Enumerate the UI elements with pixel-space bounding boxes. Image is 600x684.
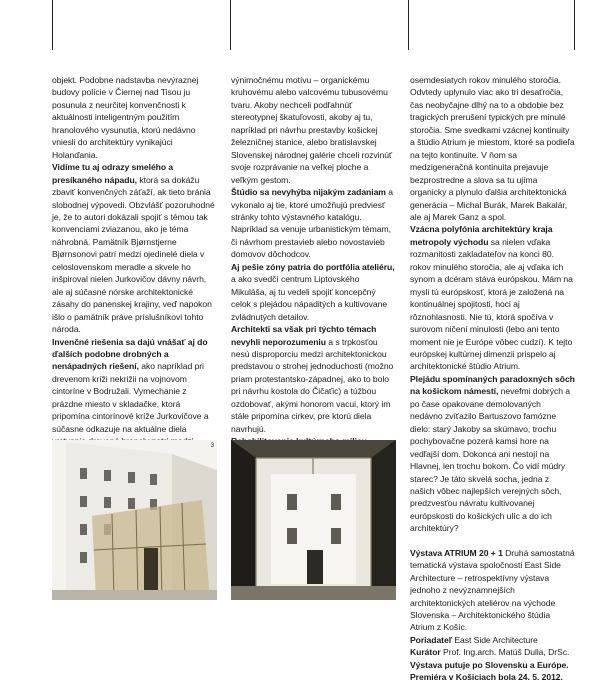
paragraph-lead: Štúdio sa nevyhýba nijakým zadaniam	[231, 187, 386, 198]
paragraph-lead: Vidíme tu aj odrazy smelého a presíkaného nápadu,	[52, 162, 174, 185]
paragraph-lead: Vzácna polyfónia architektúry kraja metropoly východu	[410, 224, 553, 247]
paragraph-lead: Aj pešie zóny patria do portfólia ateliéru,	[231, 261, 395, 272]
paragraph-lead: Architekti sa však pri týchto témach nevyhli neporozumeniu	[231, 324, 377, 347]
paragraph-lead: Invenčné riešenia sa dajú vnášať aj do ďalších podobne drobných a nenápadných riešení,	[52, 336, 208, 372]
exhibition-info: Výstava ATRIUM 20 + 1 Druhá samostatná tematická výstava spoločnosti East Side Architecture – retrospektívny výstava jednoho z nevýznamnejších architektonických ateliérov na východe Slovenska – Architektonického štúdia Atrium z Košíc.	[410, 547, 575, 633]
paragraph: objekt. Podobne nadstavba nevýraznej budovy polície v Čiernej nad Tisou ju posunula z neurčitej konvenčnosti k aktuálnosti inteligentným použitím hranolového vysunutia, ktorú nedávno vniesli do architektúry vynikajúci Holanďania.	[52, 75, 199, 160]
top-rule-edge	[574, 0, 575, 50]
top-rule-left	[52, 0, 53, 50]
building-photo-illustration	[52, 440, 217, 600]
top-rule-middle	[230, 0, 231, 50]
exhibition-organizer: Poriadateľ East Side Architecture	[410, 634, 538, 645]
paragraph: výnimočnému motívu – organickému kruhovému alebo valcovému tubusovému tvaru. Akoby nechceli podľahnúť stereotypnej škatuľovosti, akoby aj tu, napríklad pri návrhu prestavby košickej železničnej stanice, alebo bratislavskej Slovenskej národnej galérie chceli rozvinúť svoje rozprávanie na veľkej ploche a veľkým gestom.	[231, 75, 393, 185]
paragraph: Aj pešie zóny patria do portfólia ateliéru, a ako svedčí centrum Liptovského Mikuláša, aj tu vedeli spojiť koncepčný celok s plejádou nápaditých a kultivovane zvládnutých detailov.	[231, 261, 395, 322]
photo-number: 3	[210, 443, 214, 449]
top-rule-right	[408, 0, 409, 50]
paragraph: osemdesiatych rokov minulého storočia. Odvtedy uplynulo viac ako tri desaťročia, čas neobyčajne dlhý na to a obdobie bez tragických prerušení typických pre minulé storočia. Sme svedkami vzácnej kontinuity a štúdio Atrium je miestom, ktoré sa podieľa na tejto kontinuite. V ňom sa medzigeneračná kontinuita prejavuje bezprostredne a slova sa tu ujíma organicky a plynulo ďalšia architektonická generácia – Michal Burák, Marek Bakalár, ale aj Marek Ganz a spol.	[410, 75, 575, 222]
paragraph: Vzácna polyfónia architektúry kraja metropoly východu sa nielen vďaka rozmanitosti zakladateľov na konci 80. rokov minulého storočia, ale aj vďaka ich synom a dcéram stáva európskou. Mám na mysli tú európskosť, ktorá je založená na kontinuálnej spojitosti, hoci aj rôznohlasnosti. Nie tú, ktorá spočíva v surovom ničení minulosti (lebo ani tento moment nie je Európe vôbec cudzí). K tejto európskej kultúrnej dimenzii prispelo aj architektonické štúdio Atrium.	[410, 224, 573, 372]
paragraph: Plejádu spomínaných paradoxných sôch na košickom námestí, nevefmi dobrých a po čase opakovane demolovaných nedávno zvíťazilo Bartuszovo famózne dielo: starý Jakoby sa skúmavo, trochu pochybovačne pozerá kamsi hore na vedľajší dom. Dokonca ani nestojí na Hlavnej, len trochu bokom. Čo vidí múdry starec? Je táto skvelá socha, jedna z našich vôbec najlepších verejných sôch, predzvesťou návratu kultivovanej európskosti do košických ulíc a do ich architektúry?	[410, 373, 575, 534]
paragraph: Štúdio sa nevyhýba nijakým zadaniam a vykonalo aj tie, ktoré umožňujú predviesť stránky tohto výstavného katalógu. Napríklad sa venuje urbanistickým témam, či návrhom prestavieb alebo novostavieb domovov dôchodcov.	[231, 187, 393, 260]
exhibition-curator: Kurátor Prof. Ing.arch. Matúš Dulla, DrSc.	[410, 647, 570, 658]
exhibition-tour: Výstava putuje po Slovensku a Európe. Premiéra v Košiciach bola 24. 5. 2012.	[410, 659, 569, 683]
paragraph: Architekti sa však pri týchto témach nevyhli neporozumeniu a s trpkosťou nesú disproporciu medzi architektonickou predstavou o strohej jednoduchosti (možno priam protestantsko-západnej, ako to bolo pri návrhu kostola do Čičaťic) a túžbou ozdobovať, akými honorom vacui, ktorý im stále pripomína cirkev, pre ktorú diela navrhujú.	[231, 324, 394, 434]
paragraph-lead: Plejádu spomínaných paradoxných sôch na košickom námestí,	[410, 373, 575, 397]
photo-number: 4	[389, 443, 393, 449]
paragraph: Vidíme tu aj odrazy smelého a presíkaného nápadu, ktorá sa dokážu zbaviť konvenčných záťaží, ak tieto bránia slobodnej výpovedi. Obzvlášť pozoruhodné je, že to autori dokázali spojiť s témou tak konvenciami zviazanou, ako je téma náhrobná. Pamätník Bjørnstjerne Bjørnsonovi patrí medzi ojedinelé diela v celoslovenskom meradle a skvele ho inšpiroval nielen Jurkovičov dávny návrh, ale aj súčasné nórske architektonické zásahy do panenskej krajiny, veď napokon išlo o pamätník práve príslušníkovi tohto národa.	[52, 162, 215, 335]
paragraph: Invenčné riešenia sa dajú vnášať aj do ďalších podobne drobných a nenápadných riešení, ako napríklad pri drevenom kríži nekrižii na vojnovom cintoríne v Bodružali. Vymechanie z prázdne miesto v skladačke, ktorá pripomína cintorínové kríže Jurkovičove a súčasne odkazuje na aktuálne diela	[52, 336, 209, 434]
text-column-2	[231, 74, 396, 497]
photo-building-courtyard	[52, 440, 217, 600]
text-column-3	[410, 74, 575, 684]
photo-glass-entrance	[231, 440, 396, 600]
entrance-photo-illustration	[231, 440, 396, 600]
